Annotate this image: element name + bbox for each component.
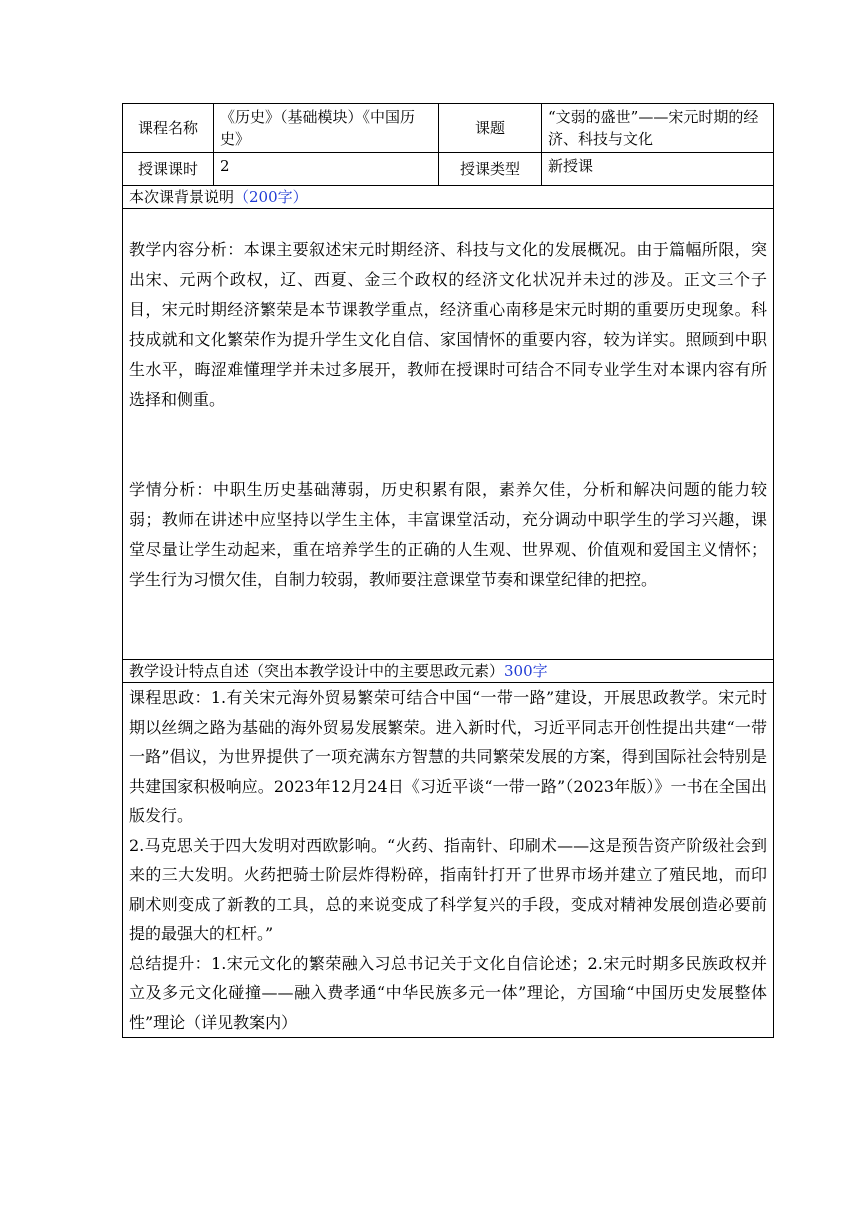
design-section-title [123,660,774,683]
hours-label: 授课课时 [123,153,214,186]
content-analysis-paragraph: 教学内容分析：本课主要叙述宋元时期经济、科技与文化的发展概况。由于篇幅所限，突出宋、元两个政权，辽、西夏、金三个政权的经济文化状况并未过的涉及。正文三个子目，宋元时期经济繁荣是本节课教学重点，经济重心南移是宋元时期的重要历史现象。科技成就和文化繁荣作为提升学生文化自信、家国情怀的重要内容，较为详实。照顾到中职生水平，晦涩难懂理学并未过多展开，教师在授课时可结合不同专业学生对本课内容有所选择和侧重。 [129,240,767,409]
lesson-plan-table [122,103,774,1038]
type-label: 授课类型 [439,153,542,186]
lesson-plan-form [122,103,773,1038]
topic-label: 课题 [439,104,542,153]
background-title-text: 本次课背景说明 [129,188,235,206]
course-name-label: 课程名称 [123,104,214,153]
background-word-limit: （200字） [234,188,308,206]
type-value: 新授课 [542,153,774,186]
course-name-value: 《历史》（基础模块）《中国历史》 [214,104,439,153]
summary-paragraph: 总结提升：1.宋元文化的繁荣融入习总书记关于文化自信论述；2.宋元时期多民族政权并立及多元文化碰撞——融入费孝通“中华民族多元一体”理论，方国瑜“中国历史发展整体性”理论（详见教案内） [129,953,767,1032]
header-row-course [123,104,774,153]
design-title-row [123,660,774,683]
ideology-paragraph-2: 2.马克思关于四大发明对西欧影响。“火药、指南针、印刷术——这是预告资产阶级社会到来的三大发明。火药把骑士阶层炸得粉碎，指南针打开了世界市场并建立了殖民地，而印刷术则变成了新教的工具，总的来说变成了科学复兴的手段，变成对精神发展创造必要前提的最强大的杠杆。” [129,835,767,943]
design-title-text: 教学设计特点自述（突出本教学设计中的主要思政元素） [129,662,505,680]
hours-value: 2 [214,153,439,186]
background-section-title [123,186,774,209]
ideology-paragraph-1: 课程思政：1.有关宋元海外贸易繁荣可结合中国“一带一路”建设，开展思政教学。宋元时期以丝绸之路为基础的海外贸易发展繁荣。进入新时代，习近平同志开创性提出共建“一带一路”倡议，为世界提供了一项充满东方智慧的共同繁荣发展的方案，得到国际社会特别是共建国家积极响应。2023年12月24日《习近平谈“一带一路”（2023年版）》一书在全国出版发行。 [129,688,767,825]
topic-value: “文弱的盛世”——宋元时期的经济、科技与文化 [542,104,774,153]
student-analysis-paragraph: 学情分析：中职生历史基础薄弱，历史积累有限，素养欠佳，分析和解决问题的能力较弱；教师在讲述中应坚持以学生主体，丰富课堂活动，充分调动中职学生的学习兴趣，课堂尽量让学生动起来，重在培养学生的正确的人生观、世界观、价值观和爱国主义情怀；学生行为习惯欠佳，自制力较弱，教师要注意课堂节奏和课堂纪律的把控。 [129,480,767,589]
background-body-row [123,209,774,660]
design-body-row [123,683,774,1038]
background-title-row [123,186,774,209]
design-body [123,683,774,1038]
spacer [129,415,767,475]
design-word-limit: 300字 [504,662,548,680]
header-row-hours [123,153,774,186]
background-body [123,209,774,660]
